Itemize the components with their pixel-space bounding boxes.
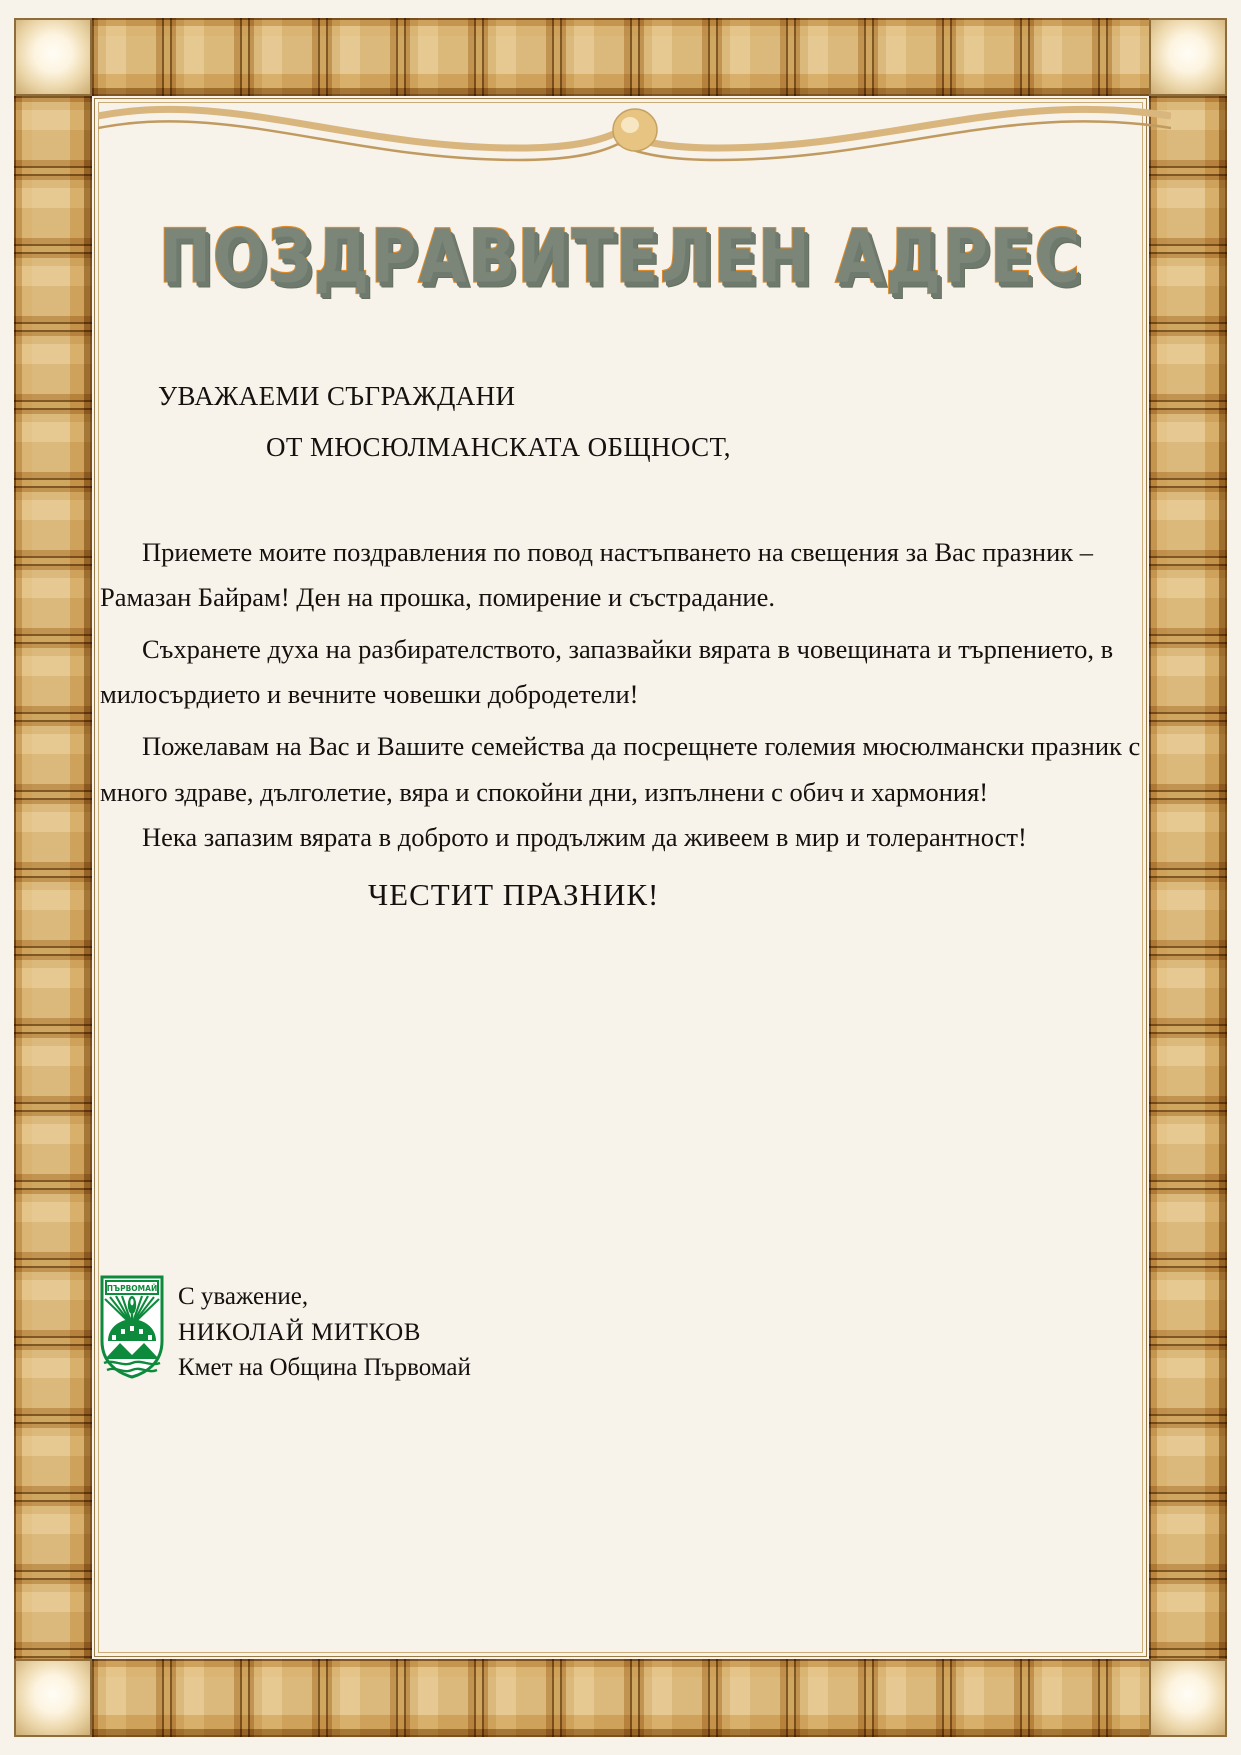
parvomay-coat-of-arms-icon bbox=[100, 1275, 164, 1379]
body-paragraph-3: Пожелавам на Вас и Вашите семейства да посрещнете големия мюсюлмански празник с много здраве, дълголетие, вяра и спокойни дни, изпълнени с обич и хармония! bbox=[100, 731, 1141, 807]
letter-body bbox=[100, 530, 1141, 861]
document-content bbox=[100, 190, 1141, 1655]
signature-regards: С уважение, bbox=[178, 1283, 309, 1310]
salutation-line-2: ОТ МЮСЮЛМАНСКАТА ОБЩНОСТ, bbox=[266, 432, 731, 463]
signatory-position: Кмет на Община Първомай bbox=[178, 1354, 471, 1381]
page-title: ПОЗДРАВИТЕЛЕН АДРЕС bbox=[159, 213, 1082, 300]
frame-corner-top-left bbox=[14, 18, 92, 96]
body-paragraph-2: Съхранете духа на разбирателството, запазвайки вярата в човещината и търпението, в милосърдието и вечните човешки добродетели! bbox=[100, 633, 1114, 710]
signature-block bbox=[100, 1275, 471, 1386]
frame-corner-bottom-left bbox=[14, 1659, 92, 1737]
frame-strip-left bbox=[14, 96, 92, 1659]
closing-greeting: ЧЕСТИТ ПРАЗНИК! bbox=[368, 876, 660, 912]
svg-text:ПЪРВОМАЙ: ПЪРВОМАЙ bbox=[106, 1284, 158, 1293]
signature-text bbox=[178, 1275, 471, 1386]
salutation-line-1: УВАЖАЕМИ СЪГРАЖДАНИ bbox=[158, 381, 516, 412]
frame-corner-bottom-right bbox=[1149, 1659, 1227, 1737]
body-paragraph-1: Приемете моите поздравления по повод настъпването на свещения за Вас празник – Рамазан Байрам! Ден на прошка, помирение и състрадание. bbox=[100, 536, 1094, 613]
frame-corner-top-right bbox=[1149, 18, 1227, 96]
body-paragraph-4: Нека запазим вярата в доброто и продължим да живеем в мир и толерантност! bbox=[142, 822, 1027, 853]
salutation-block bbox=[100, 371, 1141, 474]
signatory-name: НИКОЛАЙ МИТКОВ bbox=[178, 1318, 422, 1346]
frame-strip-right bbox=[1149, 96, 1227, 1659]
frame-strip-bottom bbox=[14, 1659, 1227, 1737]
frame-strip-top bbox=[14, 18, 1227, 96]
